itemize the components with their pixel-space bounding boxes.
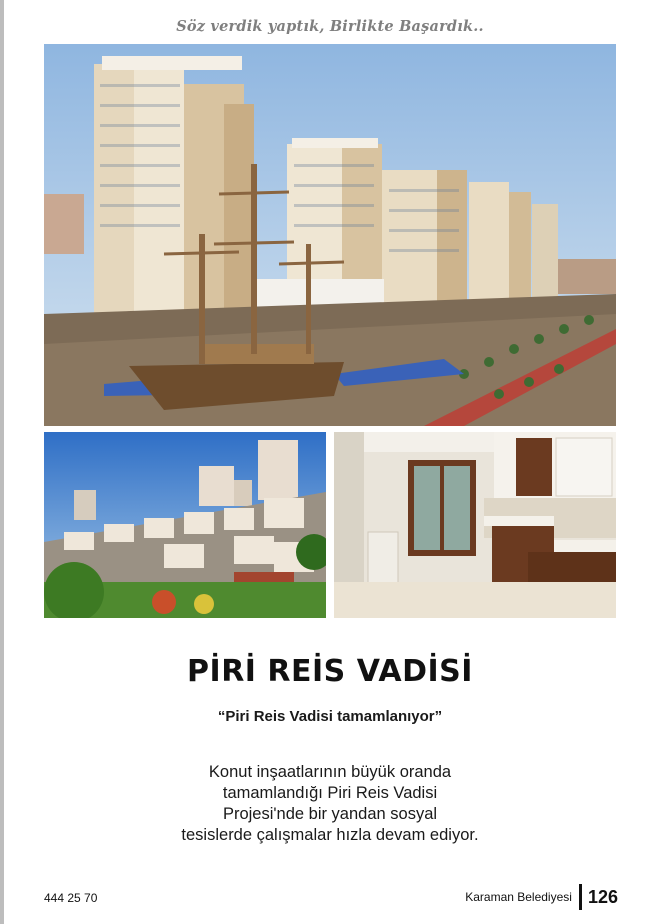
article-title: PİRİ REİS VADİSİ	[187, 654, 473, 689]
kitchen-interior-photo	[334, 432, 616, 618]
page-number: 126	[587, 886, 618, 907]
footer-page-info	[465, 884, 618, 910]
villas-rendering-photo	[44, 432, 326, 618]
body-line: Konut inşaatlarının büyük oranda	[208, 763, 452, 781]
body-line: tamamlandığı Piri Reis Vadisi	[222, 784, 438, 802]
footer-organization: Karaman Belediyesi	[465, 890, 572, 904]
body-line: tesislerde çalışmalar hızla devam ediyor.	[181, 826, 479, 844]
page-edge-rule	[0, 0, 4, 924]
hero-photo-towers-ship	[44, 44, 616, 426]
article-body	[120, 762, 540, 846]
page-tagline: Söz verdik yaptık, Birlikte Başardık..	[176, 18, 484, 35]
footer-divider	[579, 884, 582, 910]
article-subtitle: “Piri Reis Vadisi tamamlanıyor”	[217, 708, 443, 725]
footer-phone-number: 444 25 70	[44, 891, 98, 905]
body-line: Projesi'nde bir yandan sosyal	[222, 805, 438, 823]
